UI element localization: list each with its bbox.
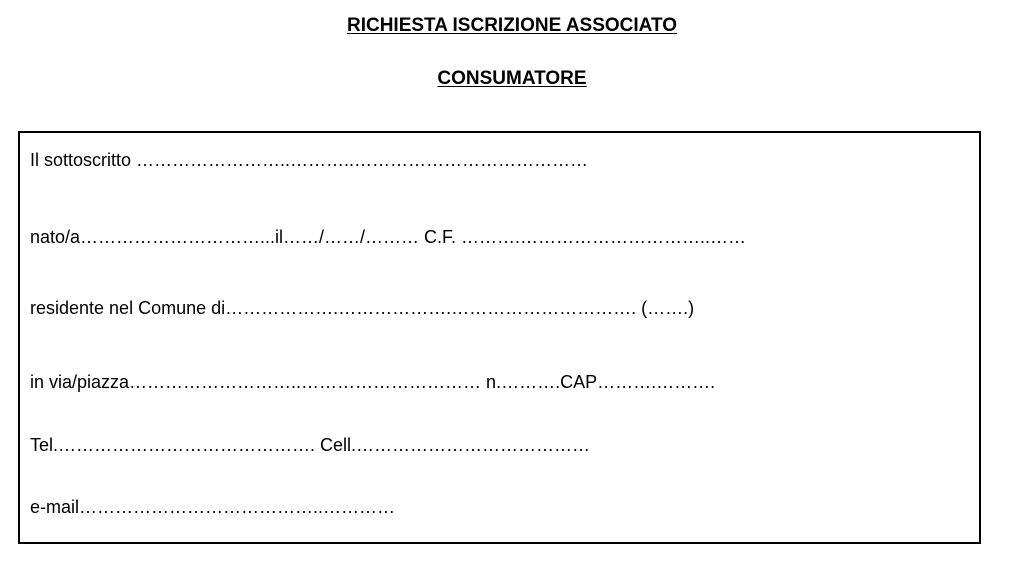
form-line-phone: Tel.……………………………………. Cell.………………………………… <box>30 435 591 455</box>
registration-form-box <box>18 131 981 544</box>
form-line-birth: nato/a…………………………...il……/……/……… C.F. ……….…………………………..…… <box>30 227 747 247</box>
form-line-email: e-mail…………………………………..………… <box>30 497 396 517</box>
form-line-address: in via/piazza………………………..………………………… n.……….CAP……….………. <box>30 372 716 392</box>
document-subtitle: CONSUMATORE <box>437 68 587 89</box>
form-line-residence: residente nel Comune di……………….……………….…………………………. (…….) <box>30 298 695 318</box>
document-title: RICHIESTA ISCRIZIONE ASSOCIATO <box>346 15 678 36</box>
form-line-name: Il sottoscritto ……………………..………..………………………………… <box>30 150 589 170</box>
